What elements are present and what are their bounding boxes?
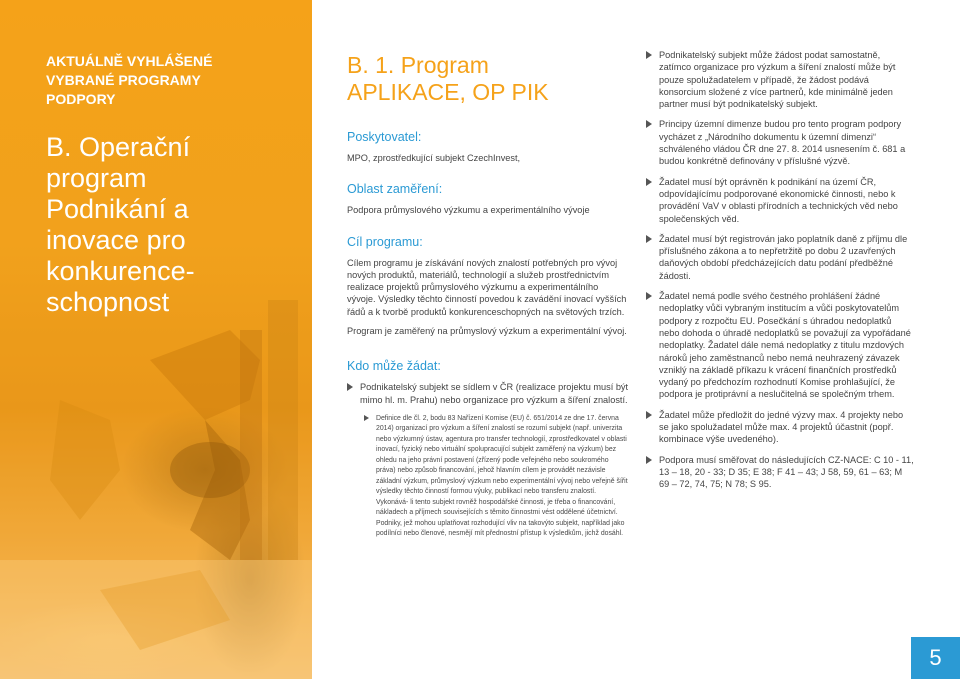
criteria-bullet-text: Podnikatelský subjekt může žádost podat samostatně, zatímco organizace pro výzkum a šíření znalostí může být pouze spolužadatelem v případě, že žádost podává konsorcium složené z více partnerů, kde minimálně jeden partner musí být podnikatelský subjekt.	[659, 50, 896, 110]
criteria-bullet	[646, 409, 914, 446]
bullet-arrow-icon	[347, 383, 353, 391]
criteria-bullet-text: Žadatel může předložit do jedné výzvy max. 4 projekty nebo se jako spolužadatel může max. 4 projektů účastnit (popř. kombinace výše uvedeného).	[659, 409, 904, 445]
kicker-line: AKTUÁLNĚ VYHLÁŠENÉ	[46, 53, 213, 69]
kicker-line: VYBRANÉ PROGRAMY	[46, 72, 201, 88]
program-title	[347, 52, 629, 106]
chapter-title-line: program	[46, 163, 147, 193]
program-title-line: B. 1. Program	[347, 52, 489, 78]
bullet-arrow-icon	[646, 120, 652, 128]
criteria-bullet	[646, 49, 914, 110]
criteria-bullet-text: Žadatel nemá podle svého čestného prohlášení žádné nedoplatky vůči vybraným institucím a vůči poskytovatelům podpory z rozpočtu EU. Posečkání s úhradou nedoplatků nebo dohoda o úhradě nedoplatků se považují za vypořádané nedoplatky. Žadatel dále nemá nedoplatky z titulu mzdových nároků jeho zaměstnanců nebo nemá neuhrazený závazek vzniklý na základě příkazu k vrácení finančních prostředků vydaný po předchozím rozhodnutí Komise prohlašující, že podpora je protiprávní a neslučitelná se společným trhem.	[659, 291, 911, 400]
program-title-line: APLIKACE, OP PIK	[347, 79, 549, 105]
bullet-arrow-icon	[646, 292, 652, 300]
chapter-title-line: Podnikání a	[46, 194, 189, 224]
criteria-bullet-text: Podpora musí směřovat do následujících CZ-NACE: C 10 - 11, 13 – 18, 20 - 33; D 35; E 38; F 41 – 43; J 58, 59, 61 – 63; M 69 – 72, 74, 75; N 78; S 95.	[659, 454, 914, 490]
bullet-arrow-icon	[646, 178, 652, 186]
middle-column	[347, 52, 629, 540]
left-photo-panel	[0, 0, 312, 679]
chapter-title-line: schopnost	[46, 287, 170, 317]
criteria-bullet-text: Žadatel musí být registrován jako poplatník daně z příjmu dle příslušného zákona a to nepřetržitě po dobu 2 uzavřených daňových období předcházejících datu podání předběžné žádosti.	[659, 233, 908, 281]
definition-note	[347, 414, 629, 540]
who-bullet-text: Podnikatelský subjekt se sídlem v ČR (realizace projektu musí být mimo hl. m. Prahu) nebo organizace pro výzkum a šíření znalostí.	[360, 382, 629, 405]
bullet-arrow-icon	[364, 415, 369, 421]
bullet-arrow-icon	[646, 411, 652, 419]
bullet-arrow-icon	[646, 235, 652, 243]
goal-text: Cílem programu je získávání nových znalostí potřebných pro vývoj nových produktů, materiálů, technologií a služeb prostřednictvím realizace projektů průmyslového výzkumu a experimentálního vývoje. Výsledky těchto činností povedou k zavádění inovací vyšších řádů a k tvorbě produktů konkurenceschopných na světových trzích.	[347, 257, 627, 317]
goal-text-2: Program je zaměřený na průmyslový výzkum a experimentální vývoj.	[347, 326, 627, 337]
chapter-title-line: B. Operační	[46, 132, 191, 162]
bullet-arrow-icon	[646, 51, 652, 59]
chapter-title-line: inovace pro	[46, 225, 186, 255]
criteria-bullet	[646, 176, 914, 225]
provider-heading: Poskytovatel:	[347, 130, 422, 144]
criteria-bullet	[646, 290, 914, 401]
who-bullet	[347, 381, 629, 406]
section-kicker	[46, 52, 286, 109]
definition-note-text: Definice dle čl. 2, bodu 83 Nařízení Komise (EU) č. 651/2014 ze dne 17. června 2014) organizací pro výzkum a šíření znalostí se rozumí subjekt (např. univerzita nebo výzkumný ústav, agentura pro transfer technologií, zprostředkovatel v oblasti inovací, fyzický nebo virtuální spolupracující subjekt zaměřený na výzkum) bez ohledu na jeho právní postavení (zřízený podle veřejného nebo soukromého práva) nebo způsob financování, jehož hlavním cílem je provádět nezávisle základní výzkum, průmyslový výzkum nebo experimentální vývoj nebo veřejně šířit výsledky těchto činností formou výuky, publikací nebo transferu znalostí. Vykonává- li tento subjekt rovněž hospodářské činnosti, je třeba o financování, nákladech a příjmech souvisejících s těmito činnostmi vést oddělené účetnictví. Podniky, jež mohou uplatňovat rozhodující vliv na takovýto subjekt, například jako podílníci nebo členové, nesmějí mít přednostní přístup k výsledkům, jichž dosáhl.	[376, 414, 628, 538]
criteria-bullet	[646, 454, 914, 491]
chapter-title-line: konkurence-	[46, 256, 195, 286]
focus-text: Podpora průmyslového výzkumu a experimentálního vývoje	[347, 205, 590, 216]
provider-text: MPO, zprostředkující subjekt CzechInvest,	[347, 153, 521, 163]
focus-heading: Oblast zaměření:	[347, 182, 443, 197]
criteria-bullet	[646, 118, 914, 167]
criteria-bullet-text: Žadatel musí být oprávněn k podnikání na území ČR, odpovídajícímu podporované ekonomické činnosti, nebo k provádění VaV v oblasti přírodních a technických věd nebo společenských věd.	[659, 176, 898, 224]
page-number: 5	[911, 637, 960, 679]
criteria-bullet-text: Principy územní dimenze budou pro tento program podpory vycházet z „Národního dokumentu k územní dimenzi“ schváleného vládou ČR dne 27. 8. 2014 usnesením č. 681 a budou konkrétně definovány v příslušné výzvě.	[659, 119, 906, 167]
goal-heading: Cíl programu:	[347, 234, 423, 249]
right-column	[646, 49, 914, 491]
who-heading: Kdo může žádat:	[347, 359, 441, 374]
chapter-title	[46, 132, 296, 318]
bullet-arrow-icon	[646, 456, 652, 464]
criteria-bullet	[646, 233, 914, 282]
kicker-line: PODPORY	[46, 91, 116, 107]
